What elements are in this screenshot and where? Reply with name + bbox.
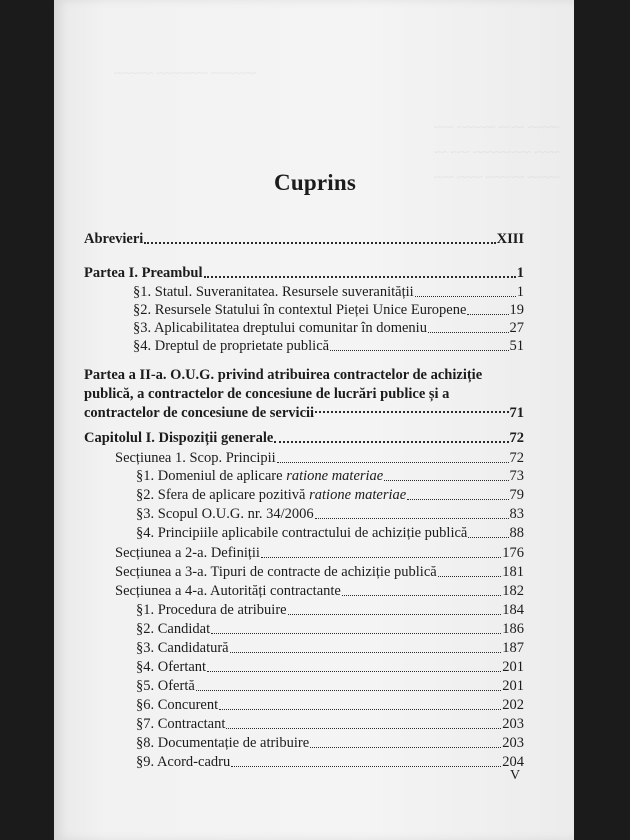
dot-leader bbox=[226, 728, 501, 729]
toc-entry[interactable] bbox=[136, 487, 524, 504]
toc-entry-label: §8. Documentație de atribuire bbox=[136, 735, 310, 751]
toc-entry-page: 88 bbox=[509, 525, 524, 541]
toc-entry-page: 1 bbox=[516, 265, 524, 281]
toc-entry-sectiunea-2[interactable] bbox=[115, 545, 524, 562]
toc-entry-label: §3. Candidatură bbox=[136, 640, 229, 656]
toc-entry-abrevieri[interactable] bbox=[84, 231, 524, 248]
toc-entry-page: 203 bbox=[502, 735, 524, 751]
page-number: V bbox=[510, 768, 521, 783]
toc-entry-label: §2. Sfera de aplicare pozitivă ratione materiae bbox=[136, 487, 407, 503]
bleed-through-text: ~~~~~~~ ~~~~~~~~ ~~~~~~ bbox=[114, 66, 257, 80]
dot-leader bbox=[277, 462, 509, 463]
toc-entry-page: 73 bbox=[509, 468, 524, 484]
dot-leader bbox=[274, 441, 508, 443]
toc-entry-page: 51 bbox=[509, 338, 524, 354]
toc-entry-page: 201 bbox=[502, 678, 524, 694]
dot-leader bbox=[428, 332, 509, 333]
toc-entry-page: 201 bbox=[502, 659, 524, 675]
dot-leader bbox=[231, 766, 501, 767]
dot-leader bbox=[144, 242, 495, 244]
toc-entry-page: XIII bbox=[496, 231, 524, 247]
toc-entry-capitolul-1[interactable] bbox=[84, 430, 524, 447]
toc-entry-label: §4. Dreptul de proprietate publică bbox=[133, 338, 330, 354]
toc-entry[interactable] bbox=[133, 338, 524, 355]
toc-entry-label-line: publică, a contractelor de concesiune de lucrări publice și a bbox=[84, 386, 450, 402]
dot-leader bbox=[467, 314, 508, 315]
toc-entry[interactable] bbox=[136, 659, 524, 676]
toc-entry-sectiunea-3[interactable] bbox=[115, 564, 524, 581]
dot-leader bbox=[330, 350, 508, 351]
dot-leader bbox=[438, 576, 502, 577]
toc-entry-label: Secțiunea a 4-a. Autorități contractante bbox=[115, 583, 341, 599]
toc-entry-page: 187 bbox=[502, 640, 524, 656]
toc-entry-label: Secțiunea a 3-a. Tipuri de contracte de achiziție publică bbox=[115, 564, 437, 580]
toc-entry-label: §3. Scopul O.U.G. nr. 34/2006 bbox=[136, 506, 314, 522]
toc-entry[interactable] bbox=[136, 506, 524, 523]
toc-entry-label: §4. Ofertant bbox=[136, 659, 207, 675]
dot-leader bbox=[310, 747, 501, 748]
dot-leader bbox=[315, 518, 509, 519]
toc-entry-label-line: Partea a II-a. O.U.G. privind atribuirea contractelor de achiziție bbox=[84, 367, 483, 383]
dot-leader bbox=[288, 614, 502, 615]
toc-entry-label-line: contractelor de concesiune de servicii bbox=[84, 405, 315, 421]
toc-entry-page: 72 bbox=[509, 430, 524, 446]
toc-entry-partea-2[interactable] bbox=[84, 366, 524, 423]
bleed-through-text: ~~~~~ ~~~~~~ ~~~~ ~~~ bbox=[434, 170, 560, 184]
toc-entry[interactable] bbox=[136, 716, 524, 733]
toc-entry-page: 184 bbox=[502, 602, 524, 618]
toc-entry-label: §6. Concurent bbox=[136, 697, 219, 713]
toc-entry-page: 186 bbox=[502, 621, 524, 637]
dot-leader bbox=[204, 276, 516, 278]
toc-entry-label: Abrevieri bbox=[84, 231, 144, 247]
toc-entry-label: Partea I. Preambul bbox=[84, 265, 203, 281]
toc-entry-page: 176 bbox=[502, 545, 524, 561]
toc-entry-sectiunea-1[interactable] bbox=[115, 450, 524, 467]
toc-entry-page: 19 bbox=[509, 302, 524, 318]
toc-entry-page: 71 bbox=[509, 405, 524, 421]
toc-entry-page: 83 bbox=[509, 506, 524, 522]
toc-entry-label: §1. Statul. Suveranitatea. Resursele suveranității bbox=[133, 284, 414, 300]
toc-entry-label: §9. Acord-cadru bbox=[136, 754, 231, 770]
dot-leader bbox=[196, 690, 501, 691]
toc-entry[interactable] bbox=[136, 640, 524, 657]
toc-entry-page: 203 bbox=[502, 716, 524, 732]
dot-leader bbox=[384, 480, 508, 481]
toc-entry-page: 1 bbox=[516, 284, 524, 300]
dot-leader bbox=[407, 499, 508, 500]
dot-leader bbox=[315, 411, 508, 413]
toc-entry-label: §2. Resursele Statului în contextul Pieței Unice Europene bbox=[133, 302, 467, 318]
dot-leader bbox=[230, 652, 502, 653]
bleed-through-text: ~~~~ ~~~~~~~~~ ~~~ ~~ bbox=[434, 145, 560, 159]
toc-entry-page: 202 bbox=[502, 697, 524, 713]
toc-entry-page: 204 bbox=[502, 754, 524, 770]
dot-leader bbox=[342, 595, 501, 596]
toc-entry-sectiunea-4[interactable] bbox=[115, 583, 524, 600]
toc-entry-page: 79 bbox=[509, 487, 524, 503]
toc-entry-page: 182 bbox=[502, 583, 524, 599]
toc-entry[interactable] bbox=[136, 735, 524, 752]
toc-entry[interactable] bbox=[136, 697, 524, 714]
toc-entry-page: 181 bbox=[502, 564, 524, 580]
toc-entry-label: §1. Domeniul de aplicare ratione materiae bbox=[136, 468, 384, 484]
dot-leader bbox=[211, 633, 501, 634]
dot-leader bbox=[415, 296, 516, 297]
page-title: Cuprins bbox=[274, 170, 356, 195]
dot-leader bbox=[219, 709, 501, 710]
toc-entry[interactable] bbox=[133, 302, 524, 319]
toc-entry-label: Capitolul I. Dispoziții generale bbox=[84, 430, 274, 446]
toc-entry[interactable] bbox=[136, 754, 524, 771]
dot-leader bbox=[261, 557, 501, 558]
toc-entry-label: §7. Contractant bbox=[136, 716, 226, 732]
toc-entry-label: §5. Ofertă bbox=[136, 678, 195, 694]
toc-entry-partea-1[interactable] bbox=[84, 265, 524, 282]
toc-entry[interactable] bbox=[136, 621, 524, 638]
toc-entry-label: Secțiunea 1. Scop. Principii bbox=[115, 450, 276, 466]
toc-entry[interactable] bbox=[133, 284, 524, 301]
toc-entry-label: §1. Procedura de atribuire bbox=[136, 602, 287, 618]
dot-leader bbox=[468, 537, 508, 538]
toc-entry-label: §2. Candidat bbox=[136, 621, 211, 637]
dot-leader bbox=[207, 671, 501, 672]
toc-entry[interactable] bbox=[136, 602, 524, 619]
toc-entry-page: 27 bbox=[509, 320, 524, 336]
toc-entry[interactable] bbox=[136, 468, 524, 485]
toc-entry-label: §4. Principiile aplicabile contractului de achiziție publică bbox=[136, 525, 468, 541]
toc-entry[interactable] bbox=[136, 678, 524, 695]
toc-entry[interactable] bbox=[133, 320, 524, 337]
toc-entry-label: §3. Aplicabilitatea dreptului comunitar în domeniu bbox=[133, 320, 427, 336]
toc-entry-label: Secțiunea a 2-a. Definiții bbox=[115, 545, 260, 561]
toc-entry-page: 72 bbox=[509, 450, 524, 466]
toc-entry[interactable] bbox=[136, 525, 524, 542]
bleed-through-text: ~~~~~ ~~~~ ~~~~~~ ~~~ bbox=[434, 120, 560, 134]
